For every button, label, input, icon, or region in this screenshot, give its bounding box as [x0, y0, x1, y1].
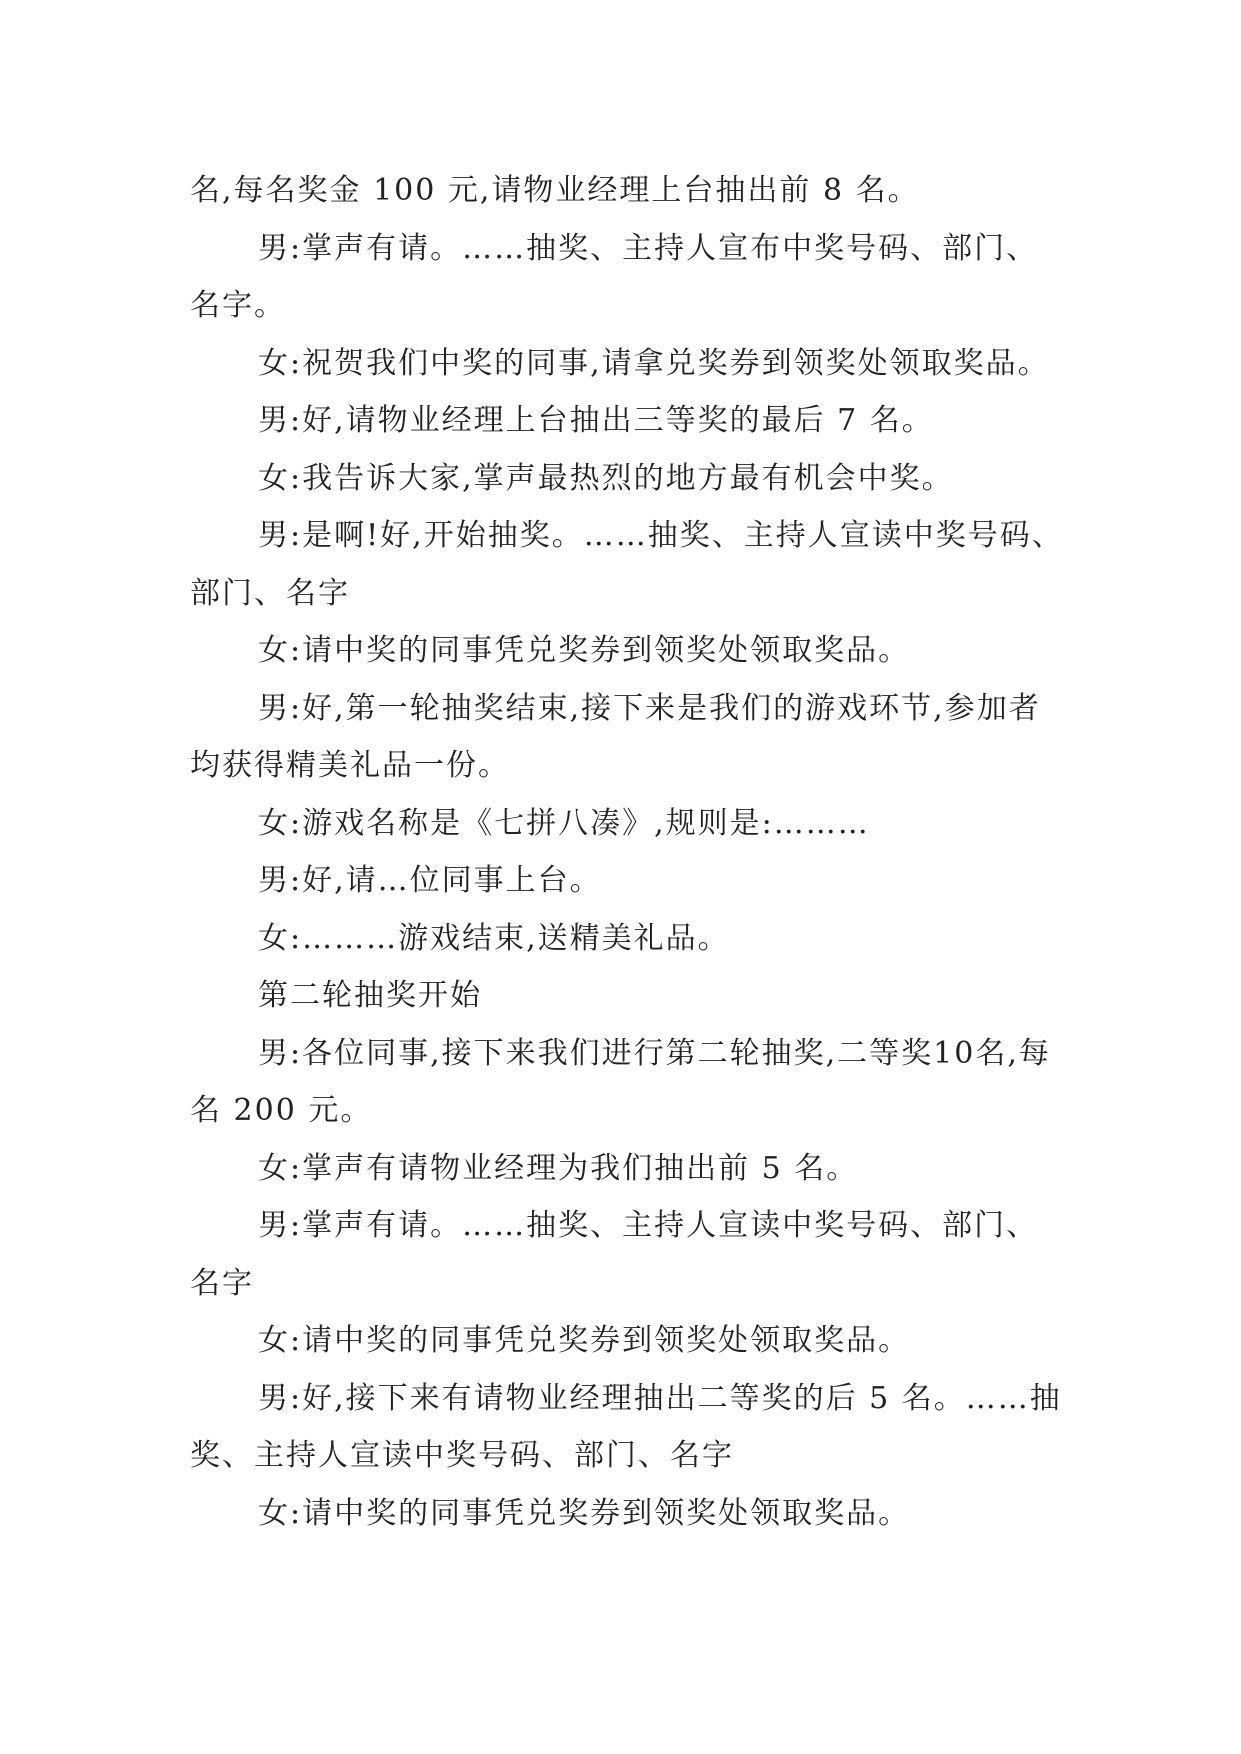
paragraph: 男:是啊!好,开始抽奖。……抽奖、主持人宣读中奖号码、部门、名字 [190, 518, 1064, 611]
paragraph: 女:掌声有请物业经理为我们抽出前 5 名。 [258, 1150, 859, 1186]
paragraph: 男:好,请物业经理上台抽出三等奖的最后 7 名。 [258, 403, 934, 438]
document-body [190, 162, 1070, 1542]
paragraph: 男:好,请…位同事上台。 [258, 863, 602, 898]
paragraph: 女:祝贺我们中奖的同事,请拿兑奖券到领奖处领取奖品。 [258, 345, 1050, 381]
paragraph: 名,每名奖金 100 元,请物业经理上台抽出前 8 名。 [190, 173, 920, 208]
paragraph: 男:各位同事,接下来我们进行第二轮抽奖,二等奖10名,每名 200 元。 [190, 1035, 1051, 1128]
paragraph: 男:掌声有请。……抽奖、主持人宣布中奖号码、部门、名字。 [190, 230, 1039, 323]
paragraph: 女:请中奖的同事凭兑奖券到领奖处领取奖品。 [258, 633, 911, 668]
paragraph: 女:请中奖的同事凭兑奖券到领奖处领取奖品。 [258, 1323, 911, 1358]
paragraph: 女:我告诉大家,掌声最热烈的地方最有机会中奖。 [258, 460, 954, 496]
section-heading: 第二轮抽奖开始 [258, 978, 482, 1013]
paragraph: 女:请中奖的同事凭兑奖券到领奖处领取奖品。 [258, 1495, 911, 1531]
paragraph: 男:好,第一轮抽奖结束,接下来是我们的游戏环节,参加者均获得精美礼品一份。 [190, 690, 1041, 783]
paragraph: 男:掌声有请。……抽奖、主持人宣读中奖号码、部门、名字 [190, 1208, 1039, 1301]
paragraph: 女:游戏名称是《七拼八凑》,规则是:……… [258, 805, 870, 841]
paragraph: 男:好,接下来有请物业经理抽出二等奖的后 5 名。……抽奖、主持人宣读中奖号码、部门、名字 [190, 1380, 1062, 1473]
paragraph: 女:………游戏结束,送精美礼品。 [258, 920, 730, 956]
